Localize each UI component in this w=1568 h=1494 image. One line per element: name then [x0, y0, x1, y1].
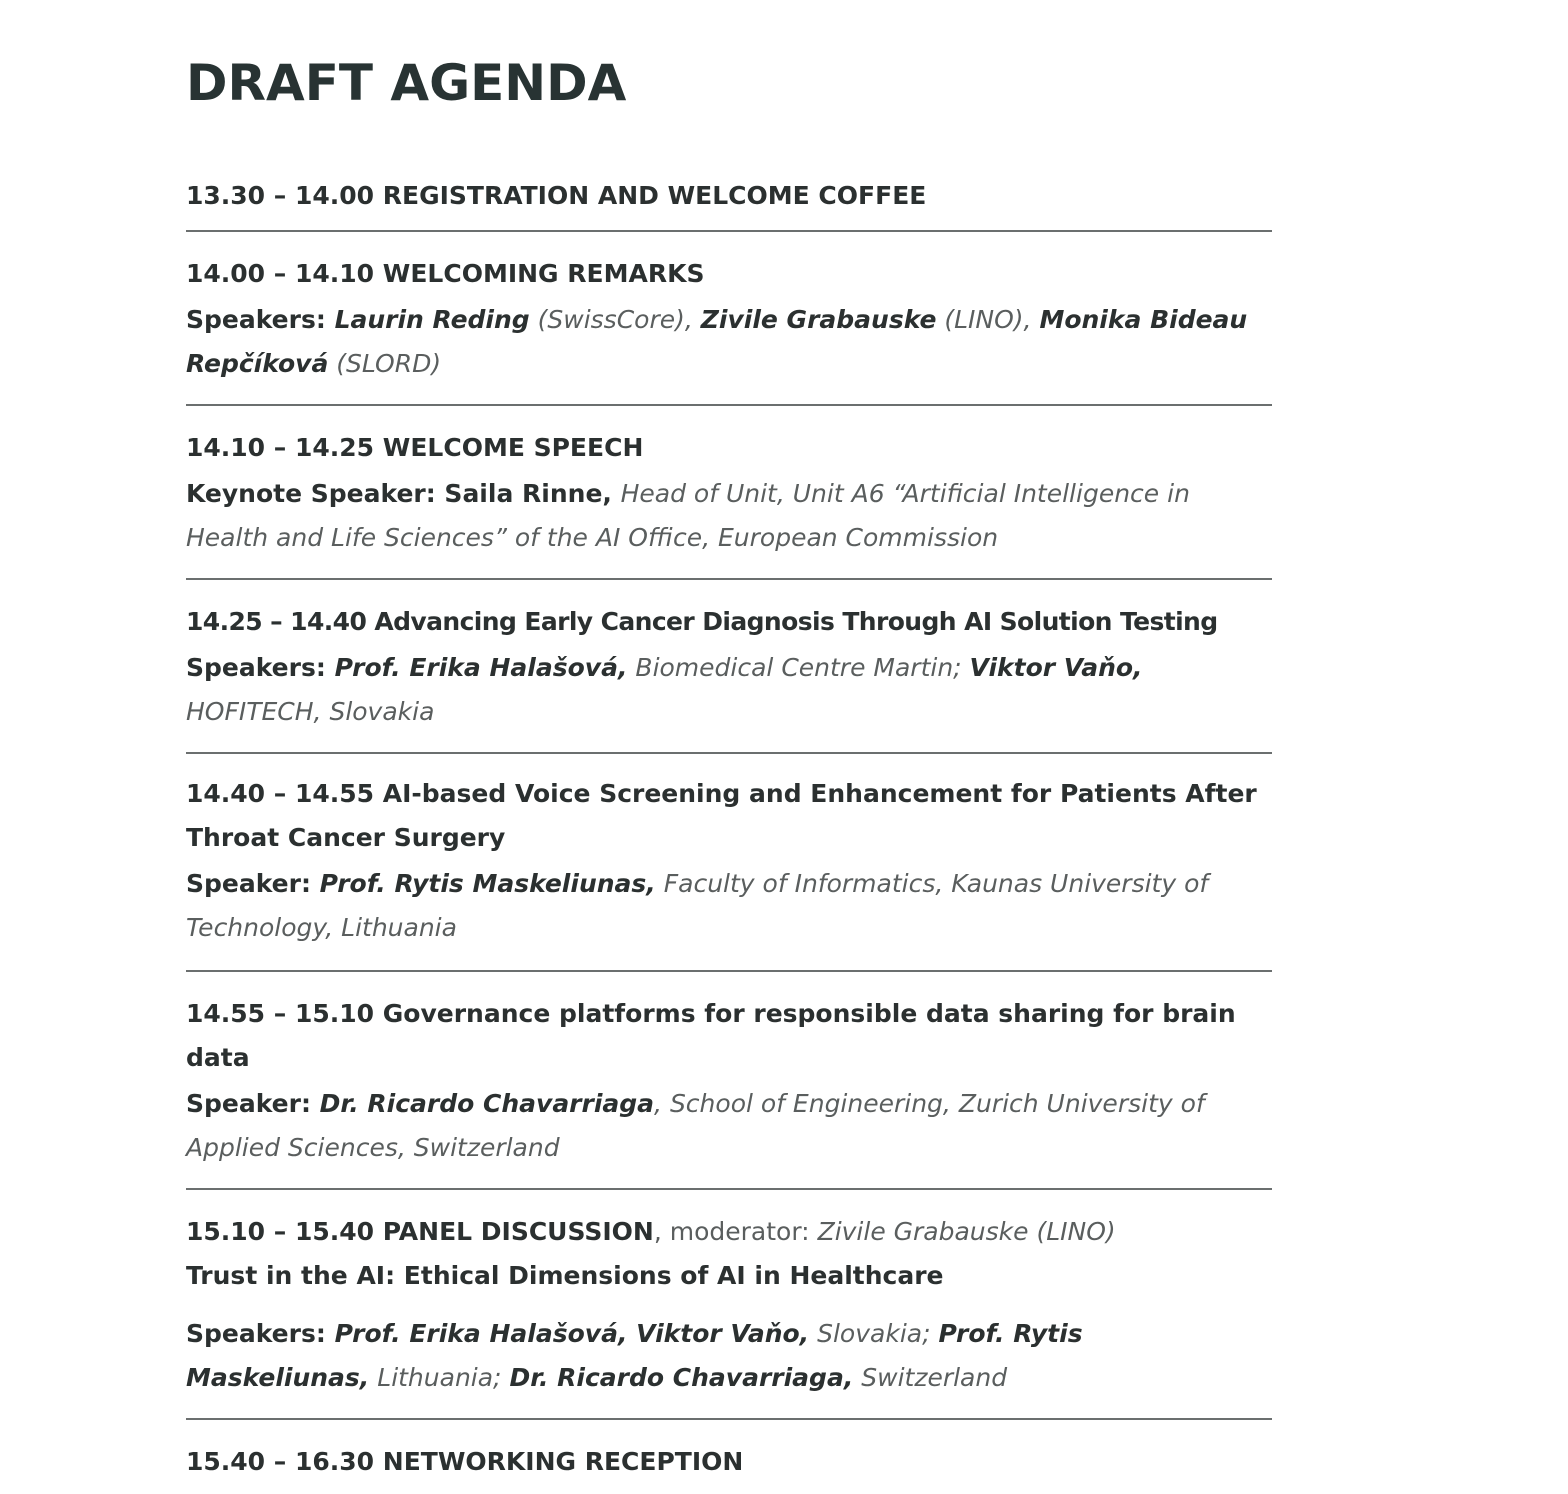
agenda-item-speakers — [186, 1082, 1272, 1170]
moderator-name: Zivile Grabauske (LINO) — [817, 1217, 1116, 1246]
agenda-list — [186, 172, 1272, 1484]
agenda-item — [186, 972, 1272, 1190]
agenda-item-heading: 14.55 – 15.10 Governance platforms for responsible data sharing for brain data — [186, 999, 1236, 1072]
speaker-name: Zivile Grabauske — [700, 305, 937, 334]
speaker-name: Dr. Ricardo Chavarriaga — [319, 1089, 655, 1118]
agenda-item-speakers — [186, 298, 1272, 386]
agenda-item — [186, 232, 1272, 406]
speaker-name: Prof. Rytis Maskeliunas, — [186, 1319, 1083, 1392]
speaker-affiliation: Biomedical Centre Martin; — [627, 653, 970, 682]
panel-subtitle: Trust in the AI: Ethical Dimensions of AI in Healthcare — [186, 1261, 944, 1290]
speakers-label: Keynote Speaker: Saila Rinne, — [186, 479, 621, 508]
speaker-affiliation: HOFITECH, Slovakia — [186, 697, 435, 726]
speaker-name: Dr. Ricardo Chavarriaga, — [509, 1363, 854, 1392]
speaker-affiliation: (SwissCore), — [529, 305, 701, 334]
speaker-name: Prof. Rytis Maskeliunas, — [319, 869, 656, 898]
agenda-item — [186, 172, 1272, 232]
agenda-item — [186, 1190, 1272, 1420]
page-title: DRAFT AGENDA — [186, 54, 627, 112]
agenda-item-speakers — [186, 472, 1272, 560]
speaker-affiliation: (SLORD) — [328, 349, 442, 378]
speaker-name: Prof. Erika Halašová, — [334, 653, 628, 682]
speaker-affiliation: Switzerland — [853, 1363, 1008, 1392]
speaker-name: Prof. Erika Halašová, Viktor Vaňo, — [334, 1319, 810, 1348]
agenda-item-heading: 13.30 – 14.00 REGISTRATION AND WELCOME COFFEE — [186, 181, 927, 210]
speaker-affiliation: , School of Engineering, Zurich University of Applied Sciences, Switzerland — [186, 1089, 1205, 1162]
speaker-name: Viktor Vaňo, — [969, 653, 1143, 682]
moderator-label: , moderator: — [653, 1217, 818, 1246]
agenda-item-heading: 14.40 – 14.55 AI-based Voice Screening and Enhancement for Patients After Throat Cancer Surgery — [186, 779, 1257, 852]
speakers-label: Speakers: — [186, 653, 335, 682]
agenda-item-heading-line — [186, 1210, 1272, 1254]
speakers-label: Speaker: — [186, 1089, 320, 1118]
speakers-label: Speakers: — [186, 1319, 335, 1348]
spacer — [186, 1298, 1272, 1312]
speaker-affiliation: (LINO), — [936, 305, 1040, 334]
agenda-item-heading: 14.25 – 14.40 Advancing Early Cancer Diagnosis Through AI Solution Testing — [186, 607, 1218, 636]
speaker-name: Laurin Reding — [334, 305, 530, 334]
speaker-affiliation: Faculty of Informatics, Kaunas University of Technology, Lithuania — [186, 869, 1209, 942]
speaker-affiliation: Slovakia; — [809, 1319, 939, 1348]
agenda-item — [186, 754, 1272, 972]
speaker-affiliation: Head of Unit, Unit A6 “Artificial Intelligence in Health and Life Sciences” of the AI Office, European Commission — [186, 479, 1190, 552]
agenda-item-heading: 15.40 – 16.30 NETWORKING RECEPTION — [186, 1447, 744, 1476]
agenda-item-heading: 15.10 – 15.40 PANEL DISCUSSION — [186, 1217, 654, 1246]
agenda-item — [186, 580, 1272, 754]
agenda-item — [186, 406, 1272, 580]
agenda-item-heading: 14.10 – 14.25 WELCOME SPEECH — [186, 433, 644, 462]
speaker-name: Monika Bideau Repčíková — [186, 305, 1248, 378]
speakers-label: Speakers: — [186, 305, 335, 334]
speaker-affiliation: Lithuania; — [369, 1363, 510, 1392]
agenda-item-heading: 14.00 – 14.10 WELCOMING REMARKS — [186, 259, 705, 288]
agenda-item-speakers — [186, 646, 1272, 734]
agenda-page — [186, 0, 1272, 1484]
agenda-item-speakers — [186, 1312, 1272, 1400]
agenda-item — [186, 1420, 1272, 1484]
agenda-item-speakers — [186, 862, 1272, 950]
speakers-label: Speaker: — [186, 869, 320, 898]
